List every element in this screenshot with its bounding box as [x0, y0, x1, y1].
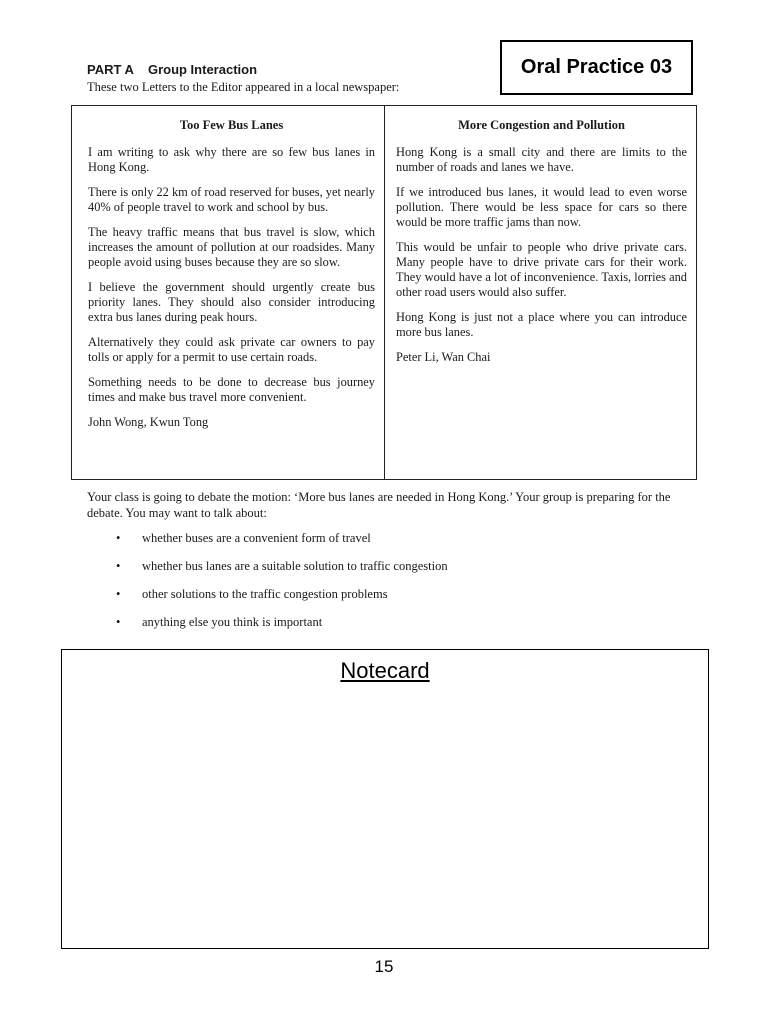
letter-paragraph: Something needs to be done to decrease bus journey times and make bus travel more convenient.	[88, 375, 375, 404]
list-item-text: anything else you think is important	[142, 615, 323, 629]
letter-paragraph: There is only 22 km of road reserved for buses, yet nearly 40% of people travel to work and school by bus.	[88, 185, 375, 214]
letter-paragraph: The heavy traffic means that bus travel is slow, which increases the amount of pollution at our roadsides. Many people avoid using buses because they are so slow.	[88, 225, 375, 269]
list-item	[116, 531, 448, 559]
part-title: Group Interaction	[147, 62, 258, 77]
list-item	[116, 615, 448, 643]
bullet-icon: •	[116, 531, 121, 545]
letter-paragraph: I believe the government should urgently create bus priority lanes. They should also consider introducing extra bus lanes during peak hours.	[88, 280, 375, 324]
intro-text: These two Letters to the Editor appeared in a local newspaper:	[87, 80, 400, 94]
letter-paragraph: Alternatively they could ask private car owners to pay tolls or apply for a permit to use certain roads.	[88, 335, 375, 364]
letter-paragraph: Hong Kong is a small city and there are limits to the number of roads and lanes we have.	[396, 145, 687, 174]
notecard-title: Notecard	[340, 658, 430, 683]
list-item	[116, 559, 448, 587]
list-item	[116, 587, 448, 615]
bullet-icon: •	[116, 615, 121, 629]
topic-list	[116, 531, 448, 643]
letter-paragraph: Hong Kong is just not a place where you can introduce more bus lanes.	[396, 310, 687, 339]
letter-title: More Congestion and Pollution	[458, 118, 625, 132]
letters-table	[71, 105, 697, 480]
practice-label: Oral Practice 03	[520, 56, 673, 78]
notecard-box[interactable]	[61, 649, 709, 949]
list-item-text: whether buses are a convenient form of travel	[142, 531, 371, 545]
bullet-icon: •	[116, 559, 121, 573]
practice-label-box	[500, 40, 693, 95]
letter-signature: Peter Li, Wan Chai	[396, 350, 491, 364]
letter-paragraph: If we introduced bus lanes, it would lead to even worse pollution. There would be less space for cars so there would be more traffic jams than now.	[396, 185, 687, 229]
part-label: PART A	[87, 62, 134, 77]
list-item-text: whether bus lanes are a suitable solution to traffic congestion	[142, 559, 448, 573]
page-number: 15	[374, 957, 394, 976]
letter-title: Too Few Bus Lanes	[179, 118, 284, 132]
letter-paragraph: I am writing to ask why there are so few bus lanes in Hong Kong.	[88, 145, 375, 174]
task-instructions: Your class is going to debate the motion: ‘More bus lanes are needed in Hong Kong.’ Your group is preparing for the debate. You may want to talk about:	[87, 490, 671, 520]
letter-paragraph: This would be unfair to people who drive private cars. Many people have to drive private cars for their work. They would have a lot of inconvenience. Taxis, lorries and other road users would also suffer.	[396, 240, 687, 299]
letter-too-few-bus-lanes	[72, 106, 385, 479]
letter-more-congestion	[385, 106, 696, 479]
list-item-text: other solutions to the traffic congestion problems	[142, 587, 388, 601]
bullet-icon: •	[116, 587, 121, 601]
letter-signature: John Wong, Kwun Tong	[88, 415, 209, 429]
part-heading	[87, 62, 257, 77]
